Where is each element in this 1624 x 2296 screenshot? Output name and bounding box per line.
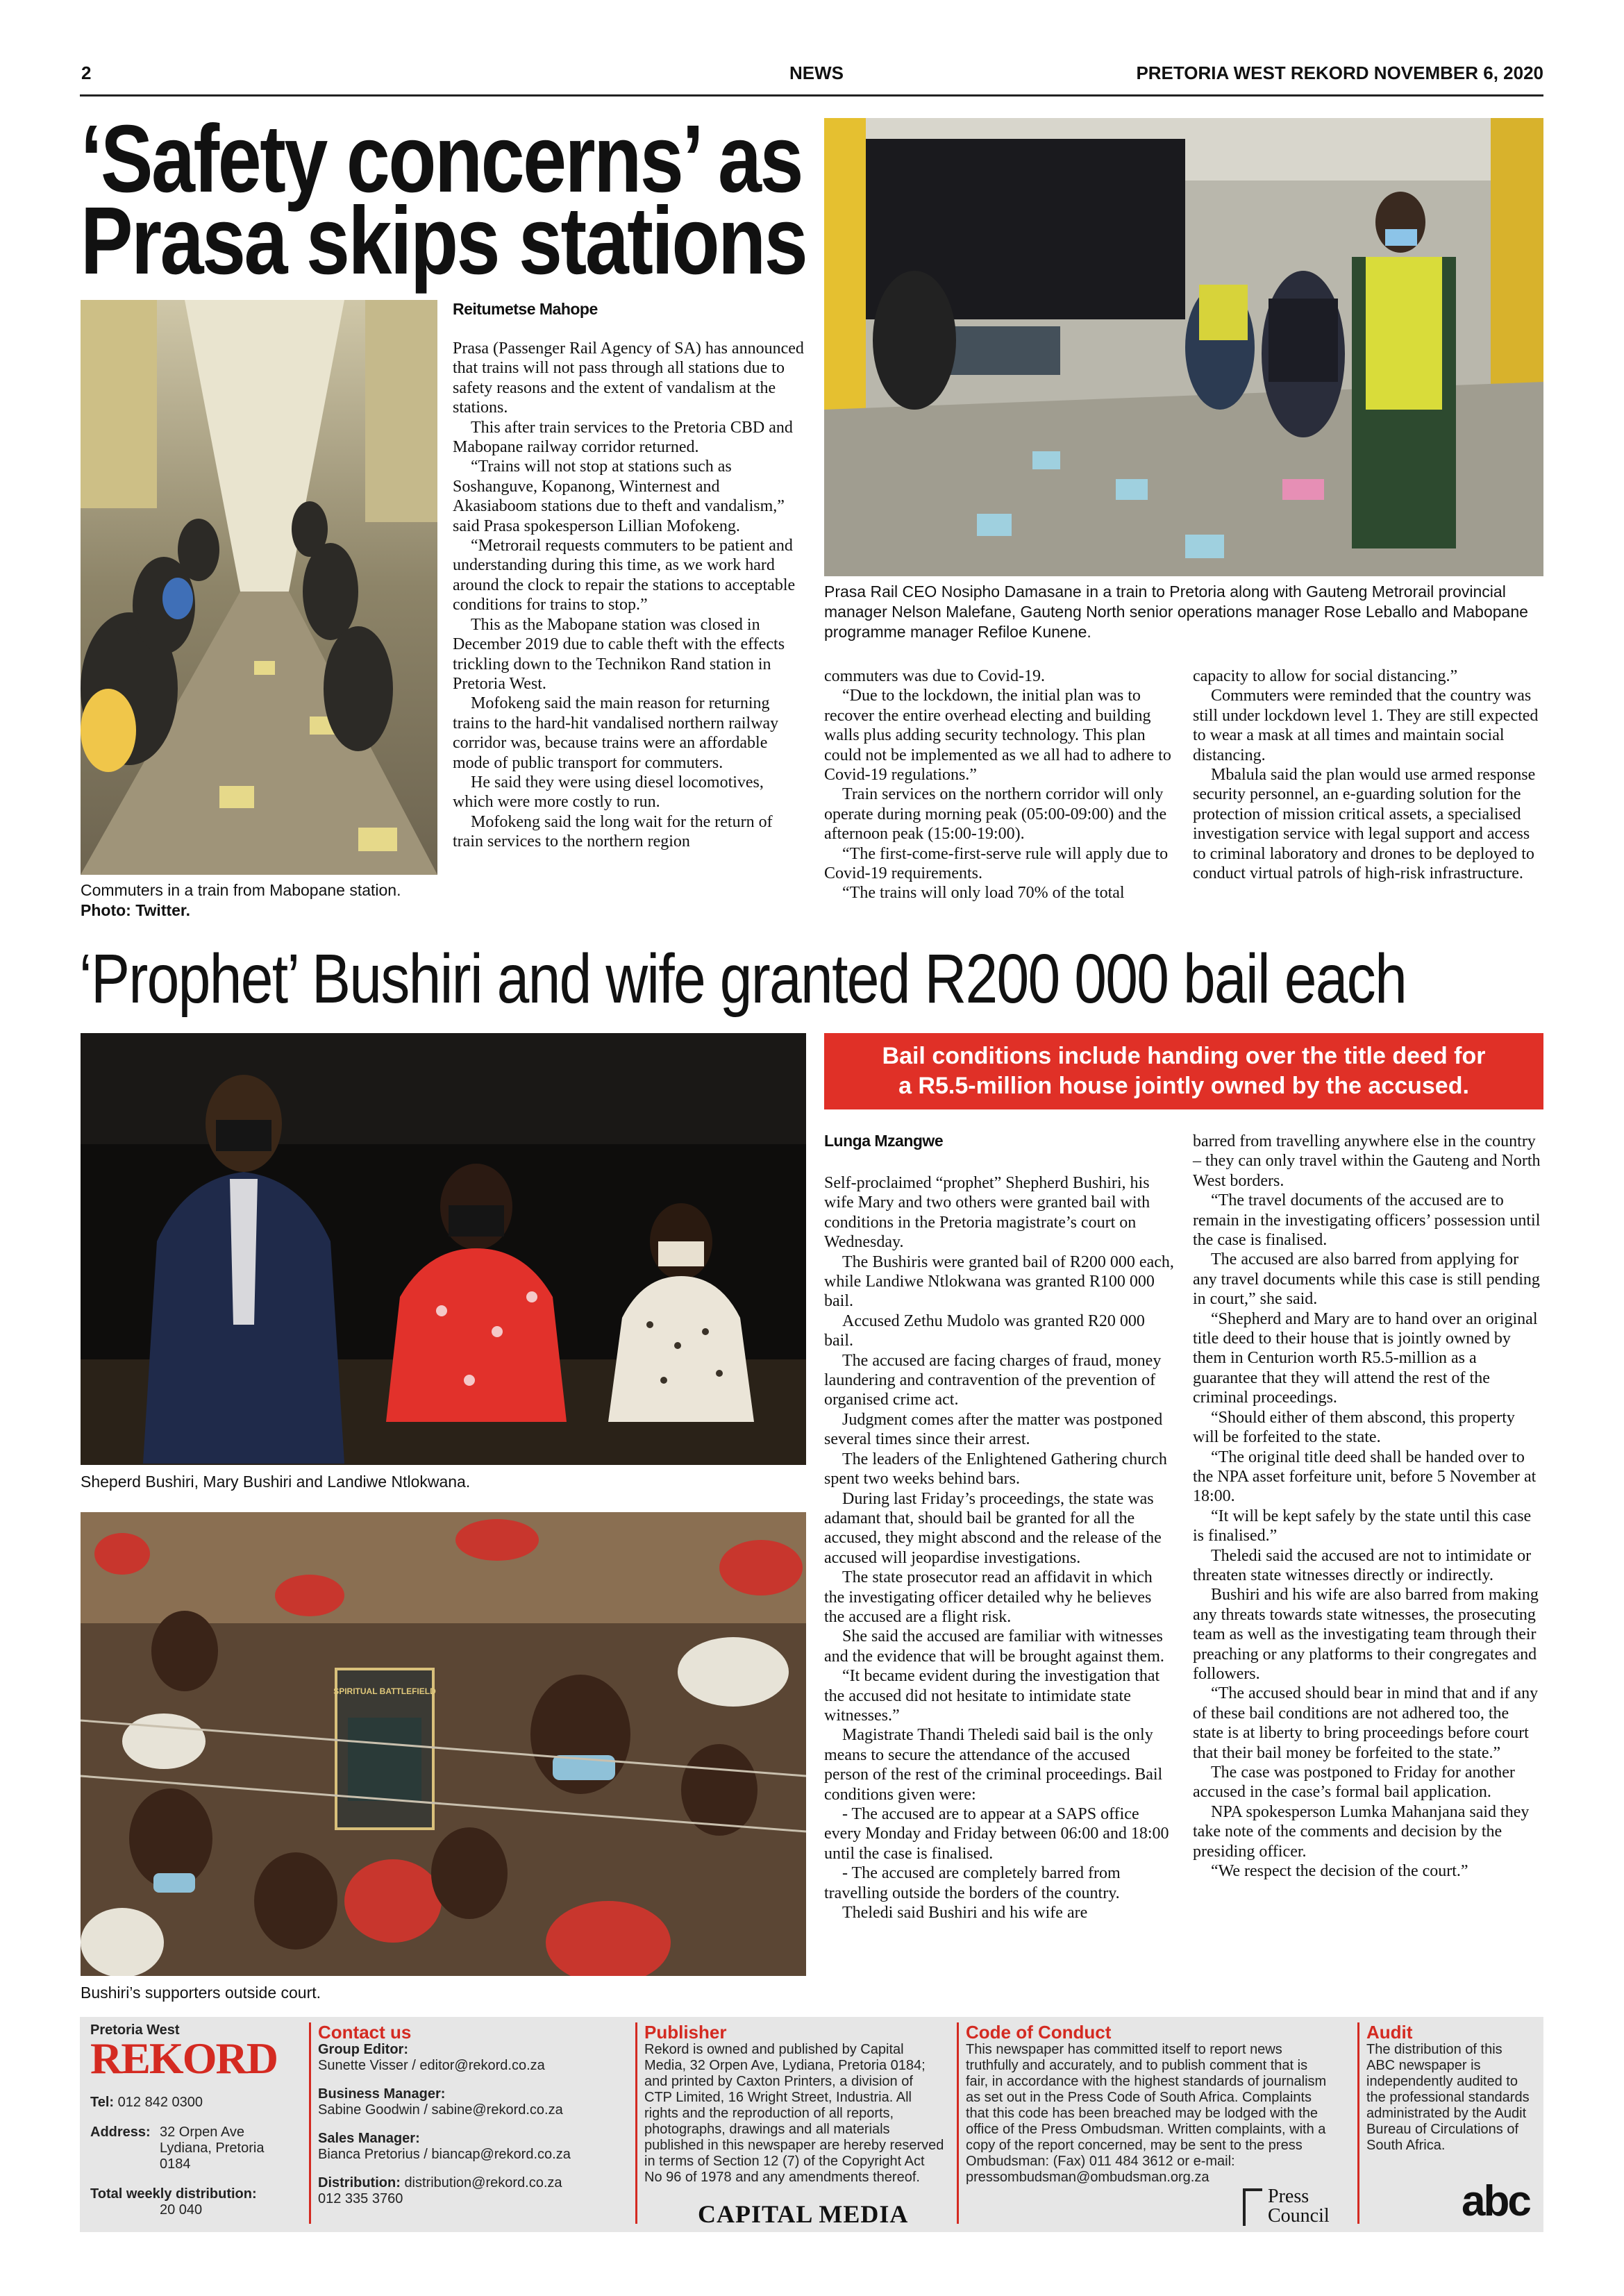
paragraph: The state prosecutor read an affidavit in which the investigating officer detailed why he believes the accused are a flight risk. [824,1568,1153,1626]
paragraph: Mofokeng said the main reason for returning trains to the hard-hit vandalised northern railway corridor was, because trains were an affordable mode of public transport for commuters. [453,694,779,772]
paragraph: “Trains will not stop at stations such as Soshanguve, Kopanong, Winternest and Akasiaboom stations due to theft and vandalism,” said Prasa spokesperson Lillian Mofokeng. [453,458,785,535]
paragraph: “The accused should bear in mind that and if any of these bail conditions are not adhered too, the state is at liberty to bring proceedings before court that their bail money be forfeited to the state.” [1193,1684,1539,1762]
footer-divider [309,2022,311,2224]
publication-date: PRETORIA WEST REKORD NOVEMBER 6, 2020 [1136,62,1543,83]
paragraph: - The accused are to appear at a SAPS office every Monday and Friday between 06:00 and 18:00 until the case is finalised. [824,1805,1169,1863]
press-council-mark [1243,2188,1262,2226]
rekord-logo: REKORD [90,2034,277,2083]
story2-caption-top: Sheperd Bushiri, Mary Bushiri and Landiwe Ntlokwana. [81,1473,471,1491]
story2-headline: ‘Prophet’ Bushiri and wife granted R200 000 bail each [79,940,1407,1018]
conduct-heading: Code of Conduct [966,2022,1112,2043]
story2-column-2 [1193,1132,1543,1881]
paragraph: NPA spokesperson Lumka Mahanjana said they take note of the comments and decision by the presiding officer. [1193,1802,1530,1861]
paragraph: The case was postponed to Friday for another accused in the case’s formal bail application. [1193,1763,1515,1802]
paragraph: “Shepherd and Mary are to hand over an original title deed to their house that is jointly owned by them in Centurion worth R5.5-million as a guarantee that they will attend the rest of the criminal proceedings. [1193,1309,1538,1407]
paragraph: Mbalula said the plan would use armed response security personnel, an e-guarding solution for the protection of mission critical assets, a specialised investigation service with legal support and access to criminal laboratory and drones to be deployed to conduct virtual patrols of high-risk infrastructure. [1193,766,1536,883]
abc-logo: abc [1462,2177,1530,2225]
press-council-line1: Press [1268,2186,1309,2207]
story1-headline-line1: ‘Safety concerns’ as [81,106,802,212]
paragraph: “It became evident during the investigation that the accused did not hesitate to intimidate state witnesses.” [824,1667,1160,1725]
story1-caption-right: Prasa Rail CEO Nosipho Damasane in a train to Pretoria along with Gauteng Metrorail provincial manager Nelson Malefane, Gauteng North senior operations manager Rose Leballo and Mabopane programme manager Refiloe Kunene. [824,583,1528,641]
logo-subtitle: Pretoria West [90,2022,180,2038]
paragraph: This after train services to the Pretoria CBD and Mabopane railway corridor returned. [453,418,793,457]
paragraph: barred from travelling anywhere else in the country – they can only travel within the Gauteng and North West borders. [1193,1132,1541,1190]
banner-line2: a R5.5-million house jointly owned by the accused. [898,1073,1469,1099]
paragraph: “It will be kept safely by the state until this case is finalised.” [1193,1507,1532,1545]
paragraph: commuters was due to Covid-19. [824,667,1045,685]
group-editor-label: Group Editor: [318,2042,408,2057]
footer-masthead [90,2022,299,2218]
commuters-photo [81,300,437,875]
distribution-email: distribution@rekord.co.za [404,2175,562,2190]
story2-column-1 [824,1173,1175,1922]
footer-divider [635,2022,637,2224]
address-line: Lydiana, Pretoria [160,2140,265,2156]
banner-line1: Bail conditions include handing over the title deed for [882,1043,1486,1069]
paragraph: “Due to the lockdown, the initial plan was to recover the entire overhead electing and building walls plus adding security technology. This plan could not be implemented as we all had to adhere to Covid-19 regulations.” [824,687,1171,785]
paragraph: She said the accused are familiar with witnesses and the evidence that will be brought against them. [824,1627,1164,1666]
address-line: 0184 [160,2156,191,2172]
footer-conduct [966,2022,1328,2186]
paragraph: He said they were using diesel locomotives, which were more costly to run. [453,773,764,812]
tel-label: Tel: [90,2095,115,2110]
story1-column-2 [824,667,1171,903]
paragraph: “Should either of them abscond, this property will be forfeited to the state. [1193,1408,1515,1447]
business-manager-label: Business Manager: [318,2086,446,2102]
paragraph: Judgment comes after the matter was postponed several times since their arrest. [824,1410,1163,1449]
story2-highlight-banner [824,1033,1543,1109]
caption-left-text: Commuters in a train from Mabopane station. [81,881,401,899]
footer-audit [1366,2022,1533,2154]
footer-contact [318,2022,623,2207]
section-label: NEWS [789,62,844,83]
paragraph: - The accused are completely barred from travelling outside the borders of the country. [824,1864,1121,1902]
story2-byline: Lunga Mzangwe [824,1132,944,1150]
paragraph: “We respect the decision of the court.” [1211,1862,1468,1881]
contact-heading: Contact us [318,2022,412,2043]
paragraph: Train services on the northern corridor will only operate during morning peak (05:00-09:00) and the afternoon peak (15:00-19:00). [824,785,1167,844]
paragraph: During last Friday’s proceedings, the state was adamant that, should bail be granted for all the accused, they might abscond and the release of the accused will jeopardise investigations. [824,1489,1162,1567]
distribution-label: Total weekly distribution: [90,2186,257,2202]
paragraph: “The original title deed shall be handed over to the NPA asset forfeiture unit, before 5 November at 18:00. [1193,1448,1537,1506]
group-editor: Sunette Visser / editor@rekord.co.za [318,2058,545,2073]
paragraph: Self-proclaimed “prophet” Shepherd Bushiri, his wife Mary and two others were granted bail with conditions in the Pretoria magistrate’s court on Wednesday. [824,1174,1150,1252]
paragraph: capacity to allow for social distancing.” [1193,667,1458,685]
court-photo [81,1033,806,1465]
distribution-contact-label: Distribution: [318,2175,401,2190]
story1-column-1 [453,339,805,852]
paragraph: Theledi said Bushiri and his wife are [842,1904,1088,1922]
paragraph: Prasa (Passenger Rail Agency of SA) has announced that trains will not pass through all stations due to safety reasons and the extent of vandalism at the stations. [453,340,804,417]
paragraph: “The first-come-first-serve rule will apply due to Covid-19 requirements. [824,844,1169,883]
tel-value: 012 842 0300 [117,2095,203,2110]
footer-publisher [644,2022,944,2186]
paragraph: Magistrate Thandi Theledi said bail is the only means to secure the attendance of the accused person of the rest of the criminal proceedings. Bail conditions given were: [824,1726,1163,1804]
paragraph: Commuters were reminded that the country was still under lockdown level 1. They are still expected to wear a mask at all times and maintain social distancing. [1193,687,1539,764]
header-rule [80,94,1543,97]
publisher-heading: Publisher [644,2022,727,2043]
caption-left-credit: Photo: Twitter. [81,901,191,919]
sales-manager-label: Sales Manager: [318,2131,420,2146]
page-number: 2 [81,62,92,83]
story1-headline-line2: Prasa skips stations [81,187,807,294]
story1-column-3 [1193,667,1543,883]
audit-text: The distribution of this ABC newspaper is independently audited to the professional standards administrated by the Audit Bureau of Circulations of South Africa. [1366,2042,1530,2153]
paragraph: Mofokeng said the long wait for the return of train services to the northern region [453,812,773,851]
paragraph: Bushiri and his wife are also barred from making any threats towards state witnesses, the prosecuting team as well as the investigating team through their preaching or any platforms to their congregates and followers. [1193,1586,1539,1683]
capital-media-logo: CAPITAL MEDIA [698,2200,909,2228]
paragraph: Accused Zethu Mudolo was granted R20 000 bail. [824,1312,1145,1350]
paragraph: This as the Mabopane station was closed in December 2019 due to cable theft with the effects trickling down to the Technikon Rand station in Pretoria West. [453,615,785,693]
paragraph: “The travel documents of the accused are to remain in the investigating officers’ possession until the case is finalised. [1193,1191,1541,1250]
business-manager: Sabine Goodwin / sabine@rekord.co.za [318,2102,563,2118]
conduct-text: This newspaper has committed itself to report news truthfully and accurately, and to publish comment that is fair, in accordance with the highest standards of journalism as set out in the Press Code of South Africa. Complaints that this code has been breached may be lodged with the office of the Press Ombudsman. Written complaints, with a copy of the report concerned, may be sent to the press Ombudsman: (Fax) 011 484 3612 or e-mail: pressombudsman@ombudsman.org.za [966,2042,1327,2185]
story2-caption-bottom: Bushiri’s supporters outside court. [81,1984,321,2002]
officials-photo [824,118,1543,576]
paragraph: The accused are also barred from applying for any travel documents while this case is still pending in court,” she said. [1193,1250,1540,1309]
paragraph: Theledi said the accused are not to intimidate or threaten state witnesses directly or indirectly. [1193,1546,1532,1584]
sales-manager: Bianca Pretorius / biancap@rekord.co.za [318,2147,571,2162]
audit-heading: Audit [1366,2022,1413,2043]
poster-title: SPIRITUAL BATTLEFIELD [333,1686,436,1696]
story1-byline: Reitumetse Mahope [453,300,598,318]
paragraph: The leaders of the Enlightened Gathering church spent two weeks behind bars. [824,1450,1167,1489]
press-council-logo [1243,2188,1347,2227]
paragraph: “The trains will only load 70% of the total [842,884,1125,903]
address-line: 32 Orpen Ave [160,2125,244,2140]
paragraph: “Metrorail requests commuters to be patient and understanding during this time, as we work hard around the clock to repair the stations to acceptable conditions for trains to stop.” [453,537,796,614]
paragraph: The Bushiris were granted bail of R200 000 each, while Landiwe Ntlokwana was granted R100 000 bail. [824,1252,1174,1311]
distribution-value: 20 040 [160,2202,203,2218]
footer-divider [957,2022,959,2224]
press-council-line2: Council [1268,2205,1330,2227]
paragraph: The accused are facing charges of fraud, money laundering and contravention of the prevention of organised crime act. [824,1351,1162,1409]
distribution-phone: 012 335 3760 [318,2191,403,2206]
publisher-text: Rekord is owned and published by Capital Media, 32 Orpen Ave, Lydiana, Pretoria 0184; and printed by Caxton Printers, a division of CTP Limited, 16 Wright Street, Industria. All rights and the reproduction of all reports, photographs, drawings and all materials published in this newspaper are hereby reserved in terms of Section 12 (7) of the Copyright Act No 96 of 1978 and any amendments thereof. [644,2042,944,2185]
story1-caption-left [81,880,428,921]
supporters-photo [81,1512,806,1976]
footer-divider [1357,2022,1359,2224]
address-label: Address: [90,2125,151,2140]
